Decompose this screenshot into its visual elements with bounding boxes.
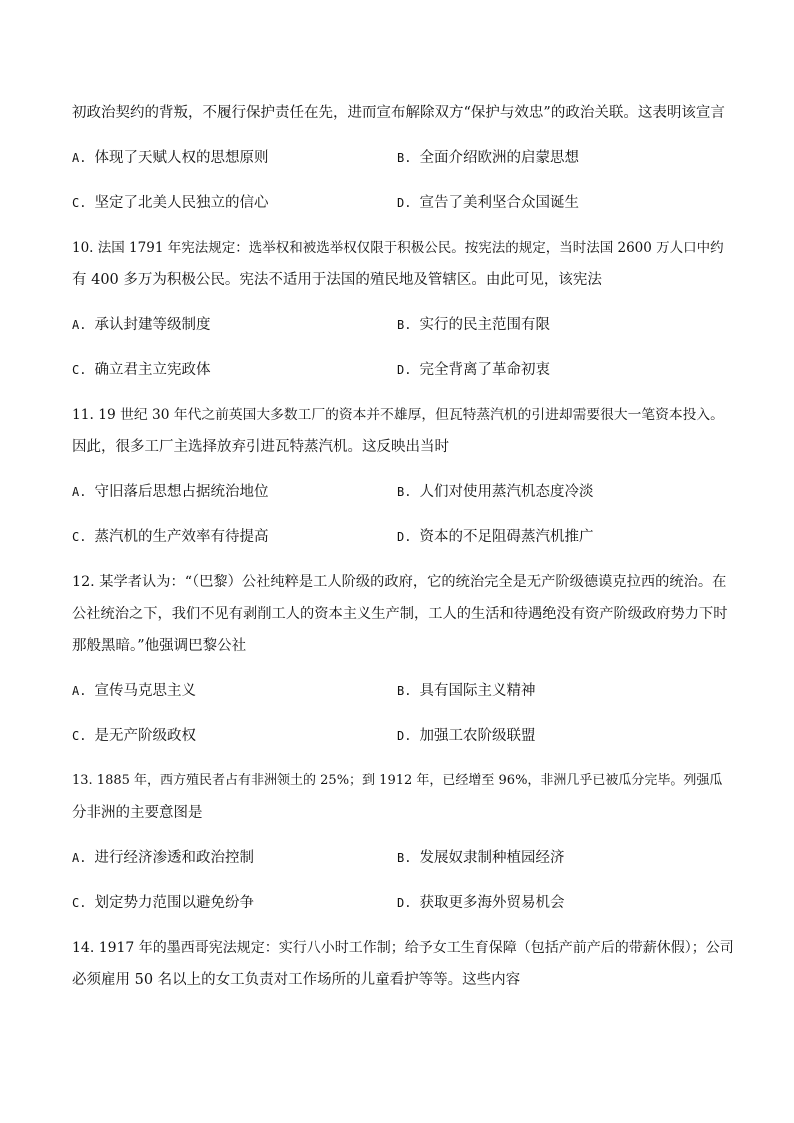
q9-option-d[interactable] <box>397 193 579 213</box>
q12-option-c[interactable] <box>72 726 196 746</box>
question-12-line-3: 那般黑暗。”他强调巴黎公社 <box>72 638 247 654</box>
question-9-stem-tail: 初政治契约的背叛，不履行保护责任在先，进而宣布解除双方“保护与效忠”的政治关联。这表明该宣言 <box>72 105 725 121</box>
option-letter: B. <box>397 684 412 698</box>
question-13-line-1: 13. 1885 年，西方殖民者占有非洲领土的 25%；到 1912 年，已经增至 96%，非洲几乎已被瓜分完毕。列强瓜 <box>72 773 723 788</box>
option-letter: A. <box>72 485 87 499</box>
option-letter: A. <box>72 151 87 165</box>
q11-option-a[interactable] <box>72 482 268 502</box>
option-text: 加强工农阶级联盟 <box>419 728 536 744</box>
option-letter: D. <box>397 196 412 210</box>
question-10-line-2: 有 400 多万为积极公民。宪法不适用于法国的殖民地及管辖区。由此可见，该宪法 <box>72 272 602 288</box>
q13-option-c[interactable] <box>72 893 254 913</box>
option-letter: C. <box>72 729 87 743</box>
option-letter: B. <box>397 485 412 499</box>
q11-option-d[interactable] <box>397 527 593 547</box>
q10-option-d[interactable] <box>397 360 550 380</box>
option-letter: D. <box>397 729 412 743</box>
question-11-line-1: 11. 19 世纪 30 年代之前英国大多数工厂的资本并不雄厚，但瓦特蒸汽机的引进却需要很大一笔资本投入。 <box>72 407 724 423</box>
option-text: 全面介绍欧洲的启蒙思想 <box>419 150 579 166</box>
option-text: 守旧落后思想占据统治地位 <box>94 484 269 500</box>
q9-option-c[interactable] <box>72 193 268 213</box>
option-text: 划定势力范围以避免纷争 <box>94 895 254 911</box>
option-letter: C. <box>72 896 87 910</box>
question-12-line-1: 12. 某学者认为：“（巴黎）公社纯粹是工人阶级的政府，它的统治完全是无产阶级德谟克拉西的统治。在 <box>72 574 727 590</box>
q10-option-b[interactable] <box>397 315 550 335</box>
option-letter: D. <box>397 363 412 377</box>
option-letter: C. <box>72 530 87 544</box>
option-text: 宣告了美利坚合众国诞生 <box>419 195 579 211</box>
option-text: 体现了天赋人权的思想原则 <box>94 150 269 166</box>
option-text: 获取更多海外贸易机会 <box>419 895 565 911</box>
option-letter: D. <box>397 530 412 544</box>
q12-option-b[interactable] <box>397 681 535 701</box>
q9-option-b[interactable] <box>397 148 579 168</box>
q13-option-d[interactable] <box>397 893 564 913</box>
q12-option-a[interactable] <box>72 681 196 701</box>
q12-option-d[interactable] <box>397 726 535 746</box>
option-letter: A. <box>72 684 87 698</box>
q10-option-c[interactable] <box>72 360 210 380</box>
option-letter: C. <box>72 363 87 377</box>
option-letter: D. <box>397 896 412 910</box>
option-text: 蒸汽机的生产效率有待提高 <box>94 529 269 545</box>
option-text: 完全背离了革命初衷 <box>419 362 550 378</box>
option-text: 宣传马克思主义 <box>94 683 196 699</box>
option-text: 承认封建等级制度 <box>94 317 211 333</box>
option-text: 发展奴隶制种植园经济 <box>419 850 565 866</box>
question-11-line-2: 因此，很多工厂主选择放弃引进瓦特蒸汽机。这反映出当时 <box>72 439 449 455</box>
option-text: 是无产阶级政权 <box>94 728 196 744</box>
option-text: 坚定了北美人民独立的信心 <box>94 195 269 211</box>
option-letter: B. <box>397 151 412 165</box>
q11-option-b[interactable] <box>397 482 593 502</box>
question-10-line-1: 10. 法国 1791 年宪法规定：选举权和被选举权仅限于积极公民。按宪法的规定，当时法国 2600 万人口中约 <box>72 240 724 256</box>
option-letter: B. <box>397 318 412 332</box>
question-14-line-2: 必须雇用 50 名以上的女工负责对工作场所的儿童看护等等。这些内容 <box>72 972 521 988</box>
option-text: 确立君主立宪政体 <box>94 362 211 378</box>
option-letter: A. <box>72 851 87 865</box>
option-text: 具有国际主义精神 <box>419 683 536 699</box>
option-text: 实行的民主范围有限 <box>419 317 550 333</box>
question-13-line-2: 分非洲的主要意图是 <box>72 805 203 821</box>
q13-option-b[interactable] <box>397 848 564 868</box>
question-12-line-2: 公社统治之下，我们不见有剥削工人的资本主义生产制，工人的生活和待遇绝没有资产阶级政府势力下时 <box>72 606 728 622</box>
q9-option-a[interactable] <box>72 148 268 168</box>
option-text: 人们对使用蒸汽机态度冷淡 <box>419 484 594 500</box>
question-14-line-1: 14. 1917 年的墨西哥宪法规定：实行八小时工作制；给予女工生育保障（包括产前产后的带薪休假）；公司 <box>72 940 734 956</box>
option-letter: B. <box>397 851 412 865</box>
q10-option-a[interactable] <box>72 315 210 335</box>
option-letter: C. <box>72 196 87 210</box>
q11-option-c[interactable] <box>72 527 268 547</box>
q13-option-a[interactable] <box>72 848 254 868</box>
option-letter: A. <box>72 318 87 332</box>
option-text: 进行经济渗透和政治控制 <box>94 850 254 866</box>
option-text: 资本的不足阻碍蒸汽机推广 <box>419 529 594 545</box>
